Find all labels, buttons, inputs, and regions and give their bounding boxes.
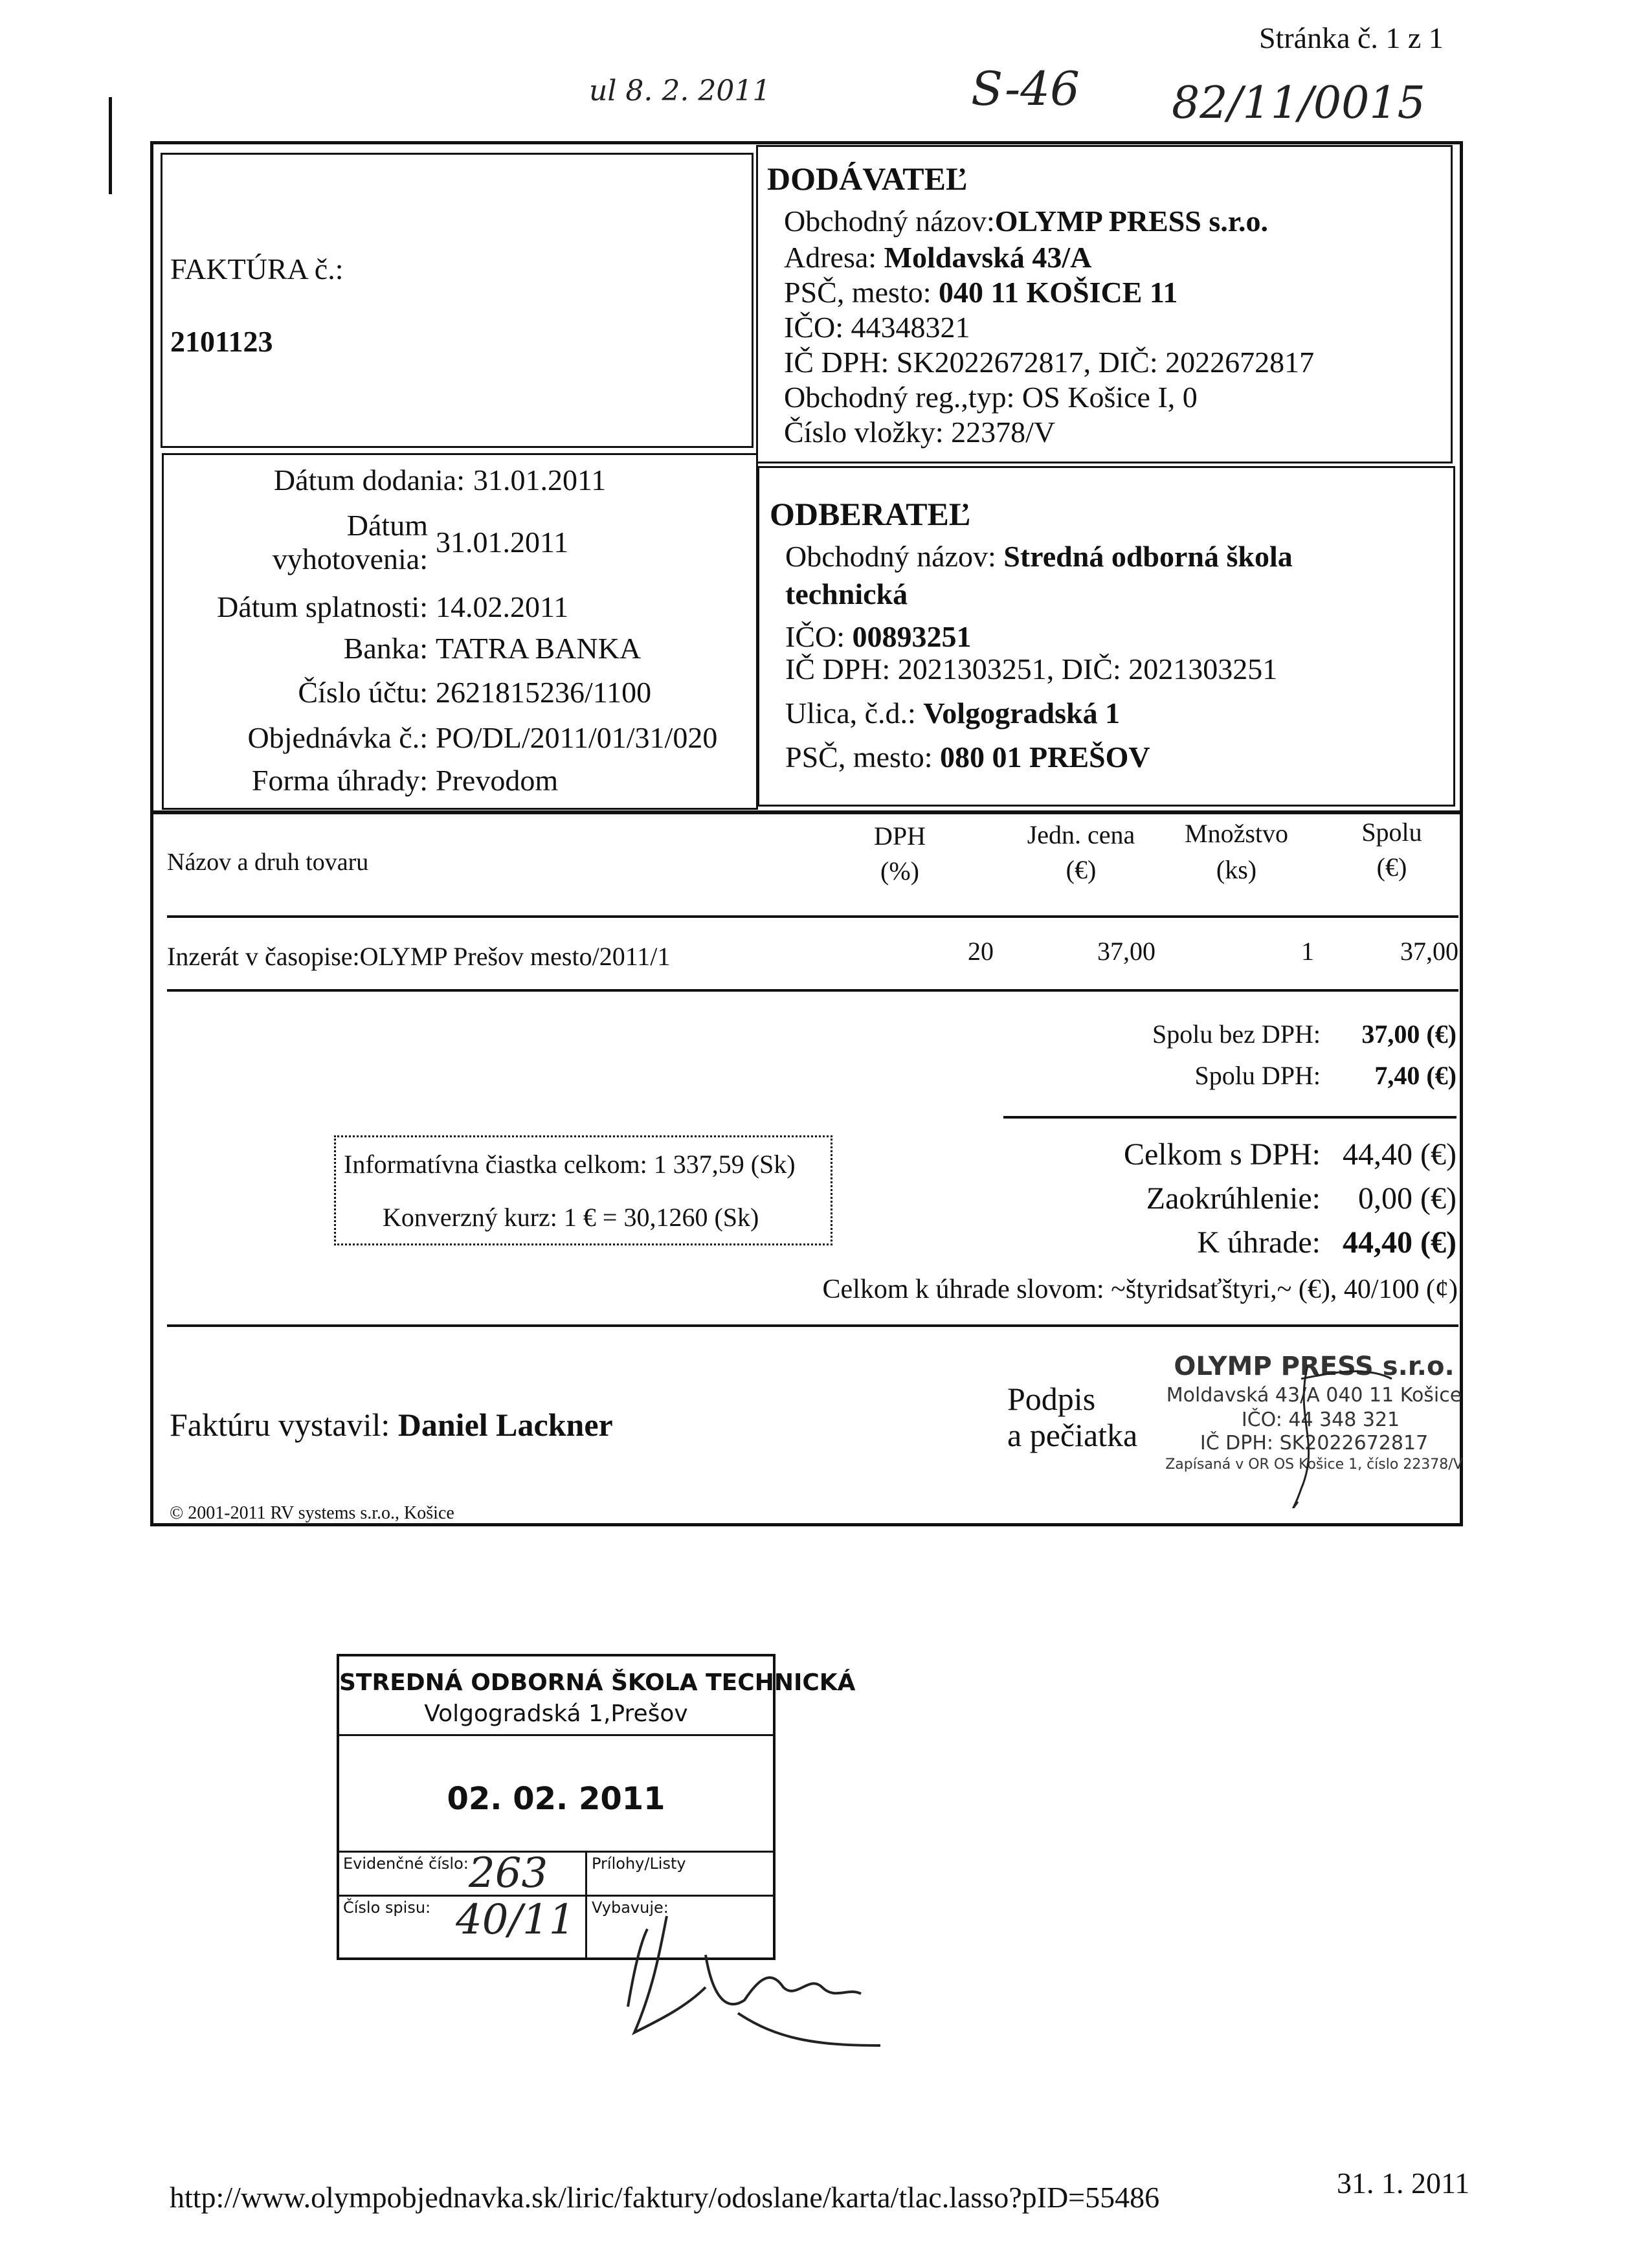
- customer-dic: IČ DPH: 2021303251, DIČ: 2021303251: [785, 652, 1278, 686]
- handwritten-date: ul 8. 2. 2011: [589, 74, 771, 107]
- supplier-name: [784, 204, 1268, 238]
- handwritten-signature-icon: [608, 1890, 945, 2058]
- supplier-city: [784, 275, 1178, 309]
- col-header-vat-1: DPH: [873, 821, 926, 851]
- footer-rule: [167, 1324, 1458, 1327]
- stamp-ico: IČO: 44 348 321: [1241, 1409, 1400, 1431]
- date-issue-label-1: Dátum: [346, 509, 428, 542]
- invoice-number: 2101123: [170, 325, 273, 358]
- stamp-signature-icon: [1165, 1340, 1463, 1508]
- supplier-dic: IČ DPH: SK2022672817, DIČ: 2022672817: [784, 346, 1315, 379]
- gross-label: Celkom s DPH:: [1123, 1137, 1321, 1172]
- order-label: Objednávka č.:: [247, 721, 428, 754]
- date-due-value: 14.02.2011: [436, 590, 569, 623]
- handler-label: Vybavuje:: [592, 1899, 669, 1917]
- totals-rule: [1003, 1116, 1457, 1119]
- supplier-heading: DODÁVATEĽ: [767, 161, 968, 197]
- bank-value: TATRA BANKA: [436, 632, 642, 665]
- customer-street-label: Ulica, č.d.:: [785, 697, 916, 730]
- net-value: 37,00 (€): [1361, 1020, 1457, 1049]
- customer-ico: [785, 619, 972, 654]
- registry-divider: [585, 1851, 587, 1957]
- vat-value: 7,40 (€): [1374, 1061, 1457, 1090]
- supplier-name-value: OLYMP PRESS s.r.o.: [994, 205, 1268, 238]
- customer-box: [757, 466, 1455, 807]
- info-rate: Konverzný kurz: 1 € = 30,1260 (Sk): [383, 1203, 759, 1232]
- supplier-name-label: Obchodný názov:: [784, 205, 995, 238]
- col-header-qty-2: (ks): [1216, 855, 1257, 884]
- customer-name-line2: technická: [785, 577, 908, 610]
- customer-city-value: 080 01 PREŠOV: [940, 741, 1150, 774]
- item-vat: 20: [968, 937, 994, 966]
- registry-rule-2: [339, 1851, 773, 1853]
- col-header-qty-1: Množstvo: [1185, 819, 1288, 848]
- stamp-dic: IČ DPH: SK2022672817: [1200, 1432, 1429, 1455]
- attach-label: Prílohy/Listy: [592, 1855, 686, 1873]
- supplier-address-value: Moldavská 43/A: [884, 241, 1092, 274]
- page-number: Stránka č. 1 z 1: [1259, 21, 1444, 54]
- customer-name-value: Stredná odborná škola: [1003, 540, 1293, 573]
- payment-value: Prevodom: [436, 764, 559, 797]
- stamp-company: OLYMP PRESS s.r.o.: [1174, 1352, 1455, 1381]
- registry-title: STREDNÁ ODBORNÁ ŠKOLA TECHNICKÁ: [339, 1669, 856, 1696]
- item-qty: 1: [1301, 937, 1314, 966]
- signature-label-2: a pečiatka: [1007, 1417, 1138, 1453]
- customer-heading: ODBERATEĽ: [770, 496, 971, 532]
- gross-value: 44,40 (€): [1343, 1137, 1457, 1172]
- signature-label-1: Podpis: [1007, 1381, 1096, 1417]
- supplier-register: Obchodný reg.,typ: OS Košice I, 0: [784, 381, 1198, 414]
- registry-date: 02. 02. 2011: [447, 1781, 665, 1817]
- issued-by-name: Daniel Lackner: [397, 1407, 613, 1443]
- customer-street-value: Volgogradská 1: [923, 697, 1121, 730]
- customer-ico-value: 00893251: [852, 620, 972, 653]
- customer-name-label: Obchodný názov:: [785, 540, 996, 573]
- due-value: 44,40 (€): [1343, 1225, 1457, 1260]
- issued-by-label: Faktúru vystavil:: [170, 1407, 390, 1443]
- vat-label: Spolu DPH:: [1194, 1061, 1321, 1090]
- handwritten-number: 82/11/0015: [1172, 78, 1425, 129]
- table-bottom-rule: [167, 989, 1458, 992]
- date-issue-label-2: vyhotovenia:: [272, 542, 428, 575]
- scan-mark: [109, 97, 112, 194]
- col-header-total-1: Spolu: [1361, 818, 1422, 847]
- date-delivery-label: Dátum dodania:: [273, 463, 465, 496]
- item-unit: 37,00: [1097, 937, 1155, 966]
- col-header-total-2: (€): [1376, 853, 1407, 882]
- evid-label: Evidenčné číslo:: [343, 1855, 469, 1873]
- supplier-address: [784, 240, 1091, 274]
- footer-date: 31. 1. 2011: [1337, 2167, 1470, 2200]
- registry-address: Volgogradská 1,Prešov: [424, 1700, 688, 1727]
- col-header-unit-2: (€): [1066, 855, 1097, 884]
- bank-label: Banka:: [343, 632, 428, 665]
- customer-street: [785, 696, 1120, 730]
- supplier-city-label: PSČ, mesto:: [784, 276, 932, 309]
- rounding-label: Zaokrúhlenie:: [1146, 1181, 1321, 1216]
- customer-name: [785, 539, 1293, 574]
- dates-box: [162, 453, 758, 810]
- customer-city-label: PSČ, mesto:: [785, 741, 933, 774]
- account-value: 2621815236/1100: [436, 676, 652, 709]
- supplier-stamp: [1165, 1346, 1463, 1482]
- rounding-value: 0,00 (€): [1358, 1181, 1457, 1216]
- col-header-unit-1: Jedn. cena: [1027, 820, 1135, 849]
- supplier-box: [756, 145, 1453, 463]
- handwritten-ref: S-46: [971, 61, 1080, 116]
- item-total: 37,00: [1400, 937, 1458, 966]
- invoice-number-box: [161, 153, 753, 448]
- info-amount: Informatívna čiastka celkom: 1 337,59 (Sk): [344, 1150, 796, 1179]
- registry-rule-1: [339, 1734, 773, 1736]
- evid-value: 263: [469, 1849, 548, 1897]
- account-label: Číslo účtu:: [298, 676, 428, 709]
- supplier-city-value: 040 11 KOŠICE 11: [939, 276, 1178, 309]
- stamp-register: Zapísaná v OR OS Košice 1, číslo 22378/V: [1165, 1456, 1463, 1473]
- file-value: 40/11: [456, 1896, 575, 1944]
- payment-label: Forma úhrady:: [251, 764, 428, 797]
- invoice-label: FAKTÚRA č.:: [170, 252, 344, 285]
- date-issue-value: 31.01.2011: [436, 526, 569, 559]
- info-box: [334, 1135, 832, 1245]
- due-label: K úhrade:: [1197, 1225, 1321, 1260]
- supplier-ico: IČO: 44348321: [784, 311, 970, 344]
- col-header-name: Názov a druh tovaru: [167, 849, 369, 876]
- order-value: PO/DL/2011/01/31/020: [436, 721, 718, 754]
- date-due-label: Dátum splatnosti:: [217, 590, 428, 623]
- supplier-address-label: Adresa:: [784, 241, 877, 274]
- issued-by: [170, 1406, 613, 1444]
- item-name: Inzerát v časopise:OLYMP Prešov mesto/2011/1: [167, 942, 671, 971]
- stamp-address: Moldavská 43/A 040 11 Košice: [1166, 1384, 1462, 1407]
- table-top-rule: [150, 810, 1460, 814]
- amount-in-words: Celkom k úhrade slovom: ~štyridsaťštyri,~ (€), 40/100 (¢): [822, 1275, 1458, 1304]
- col-header-vat-2: (%): [880, 856, 919, 886]
- footer-url: http://www.olympobjednavka.sk/liric/faktury/odoslane/karta/tlac.lasso?pID=55486: [170, 2181, 1160, 2214]
- supplier-insert: Číslo vložky: 22378/V: [784, 416, 1056, 449]
- file-label: Číslo spisu:: [343, 1899, 431, 1917]
- customer-ico-label: IČO:: [785, 620, 845, 653]
- customer-city: [785, 740, 1150, 774]
- table-header-rule: [167, 915, 1458, 918]
- copyright: © 2001-2011 RV systems s.r.o., Košice: [170, 1503, 454, 1523]
- date-delivery-value: 31.01.2011: [473, 463, 607, 496]
- net-label: Spolu bez DPH:: [1152, 1020, 1321, 1049]
